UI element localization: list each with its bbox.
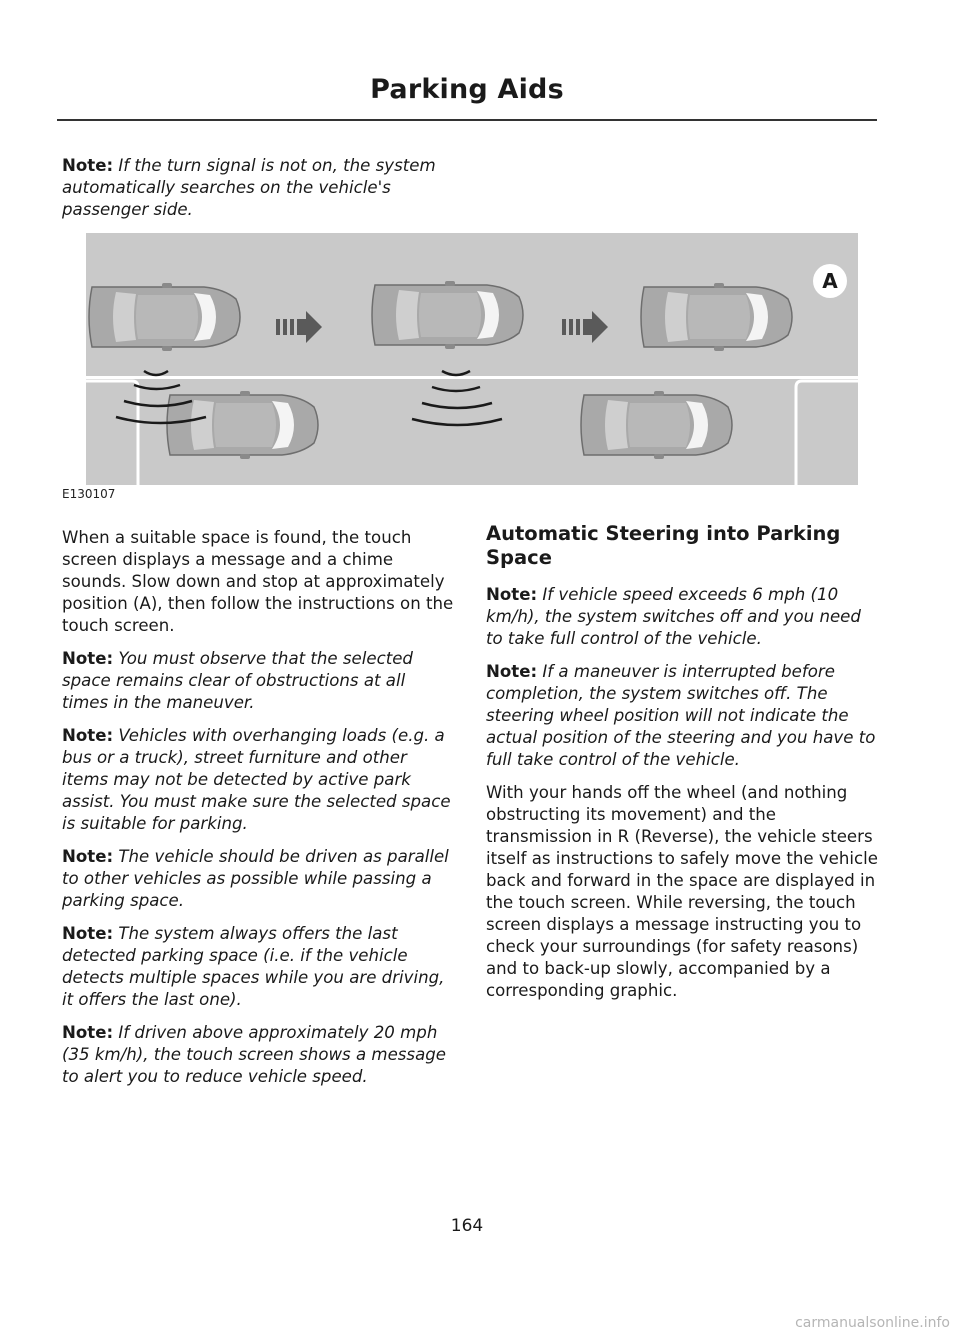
note <box>62 1022 454 1088</box>
moving-car-1 <box>89 283 240 351</box>
body-paragraph: With your hands off the wheel (and nothing obstructing its movement) and the transmission in R (Reverse), the vehicle steers itself as instructions to safely move the vehicle back and forward in the space are displayed in the touch screen. While reversing, the touch screen displays a message instructing you to check your surroundings (for safety reasons) and to back-up slowly, accompanied by a corresponding graphic. <box>486 783 878 1000</box>
note-label: Note: <box>62 924 114 943</box>
page-number: 164 <box>450 1216 484 1236</box>
note-label: Note: <box>62 156 114 175</box>
parked-car-2 <box>581 391 732 459</box>
right-column <box>486 522 878 1013</box>
note-label: Note: <box>62 649 114 668</box>
note-label: Note: <box>62 726 114 745</box>
moving-car-3 <box>641 283 792 351</box>
note <box>486 661 878 771</box>
note <box>62 846 454 912</box>
note <box>62 648 454 714</box>
note-text: You must observe that the selected space remains clear of obstructions at all times in the maneuver. <box>62 649 413 712</box>
note-label: Note: <box>486 585 538 604</box>
moving-car-2 <box>372 281 523 349</box>
note-text: If vehicle speed exceeds 6 mph (10 km/h), the system switches off and you need to take full control of the vehicle. <box>486 585 861 648</box>
header-divider <box>57 119 877 121</box>
note-text: If the turn signal is not on, the system automatically searches on the vehicle's passenger side. <box>62 156 436 219</box>
left-column <box>62 527 454 1099</box>
note-text: If driven above approximately 20 mph (35 km/h), the touch screen shows a message to alert you to reduce vehicle speed. <box>62 1023 446 1086</box>
note <box>62 923 454 1011</box>
body-paragraph: When a suitable space is found, the touch screen displays a message and a chime sounds. Slow down and stop at approximately position (A), then follow the instructions on the touch screen. <box>62 528 454 635</box>
note-label: Note: <box>62 1023 114 1042</box>
note-label: Note: <box>62 847 114 866</box>
note-text: If a maneuver is interrupted before completion, the system switches off. The steering wheel position will not indicate the actual position of the steering and you have to full take control of the vehicle. <box>486 662 876 769</box>
watermark: carmanualsonline.info <box>795 1315 950 1331</box>
page-title: Parking Aids <box>370 74 564 105</box>
note <box>62 725 454 835</box>
section-heading: Automatic Steering into Parking Space <box>486 522 841 569</box>
lane-line <box>86 376 858 379</box>
figure-code: E130107 <box>62 487 116 501</box>
parking-diagram <box>86 233 858 485</box>
note <box>486 584 878 650</box>
note-text: The vehicle should be driven as parallel to other vehicles as possible while passing a parking space. <box>62 847 449 910</box>
note-label: Note: <box>486 662 538 681</box>
note-text: The system always offers the last detected parking space (i.e. if the vehicle detects multiple spaces while you are driving, it offers the last one). <box>62 924 445 1009</box>
note-text: Vehicles with overhanging loads (e.g. a bus or a truck), street furniture and other items may not be detected by active park assist. You must make sure the selected space is suitable for parking. <box>62 726 451 833</box>
position-marker-label: A <box>822 269 838 293</box>
intro-note <box>62 155 454 232</box>
